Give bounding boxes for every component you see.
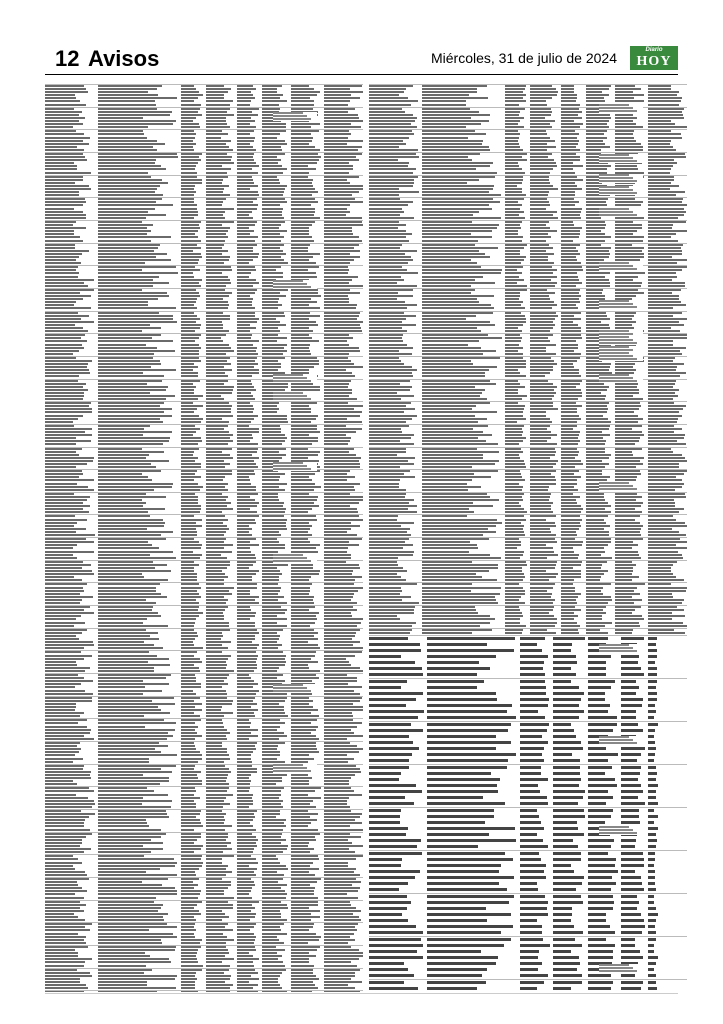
table-row: [369, 850, 687, 857]
table-row: [369, 721, 687, 728]
remark-note: [273, 112, 317, 121]
right-notice-column: [369, 84, 687, 992]
remark-note: [599, 174, 643, 183]
table-row: [369, 893, 687, 900]
remark-note: [273, 374, 317, 383]
remark-note: [273, 462, 317, 471]
table-row: [369, 936, 687, 943]
remark-note: [599, 736, 643, 745]
remark-note: [599, 154, 643, 163]
table-row: [45, 990, 363, 992]
notice-table-large: [369, 635, 687, 992]
publication-date: Miércoles, 31 de julio de 2024: [430, 50, 617, 66]
remark-note: [599, 336, 643, 345]
page-number: 12: [55, 46, 80, 71]
remark-note: [599, 262, 643, 271]
remark-note: [599, 964, 643, 973]
table-row: [369, 764, 687, 771]
remark-note: [599, 352, 643, 361]
page-header: [0, 0, 723, 82]
table-row: [369, 979, 687, 986]
table-row: [369, 635, 687, 642]
remark-note: [599, 208, 643, 217]
remark-note: [599, 186, 643, 195]
remark-note: [599, 644, 643, 653]
logo-big-text: HOY: [636, 54, 672, 69]
remark-note: [599, 482, 643, 491]
left-notice-column: [45, 84, 363, 992]
remark-note: [273, 764, 317, 773]
remark-note: [273, 684, 317, 693]
newspaper-logo: [630, 46, 678, 70]
section-title: Avisos: [88, 46, 160, 71]
table-row: [369, 678, 687, 685]
remark-note: [599, 104, 643, 113]
header-rule: [45, 74, 678, 75]
footer-rule: [45, 993, 678, 994]
remark-note: [273, 392, 317, 401]
remark-note: [599, 374, 643, 383]
remark-note: [273, 280, 317, 289]
remark-note: [273, 554, 317, 563]
remark-note: [599, 300, 643, 309]
remark-note: [599, 826, 643, 835]
table-row: [369, 807, 687, 814]
logo-small-text: Diario: [645, 47, 663, 53]
